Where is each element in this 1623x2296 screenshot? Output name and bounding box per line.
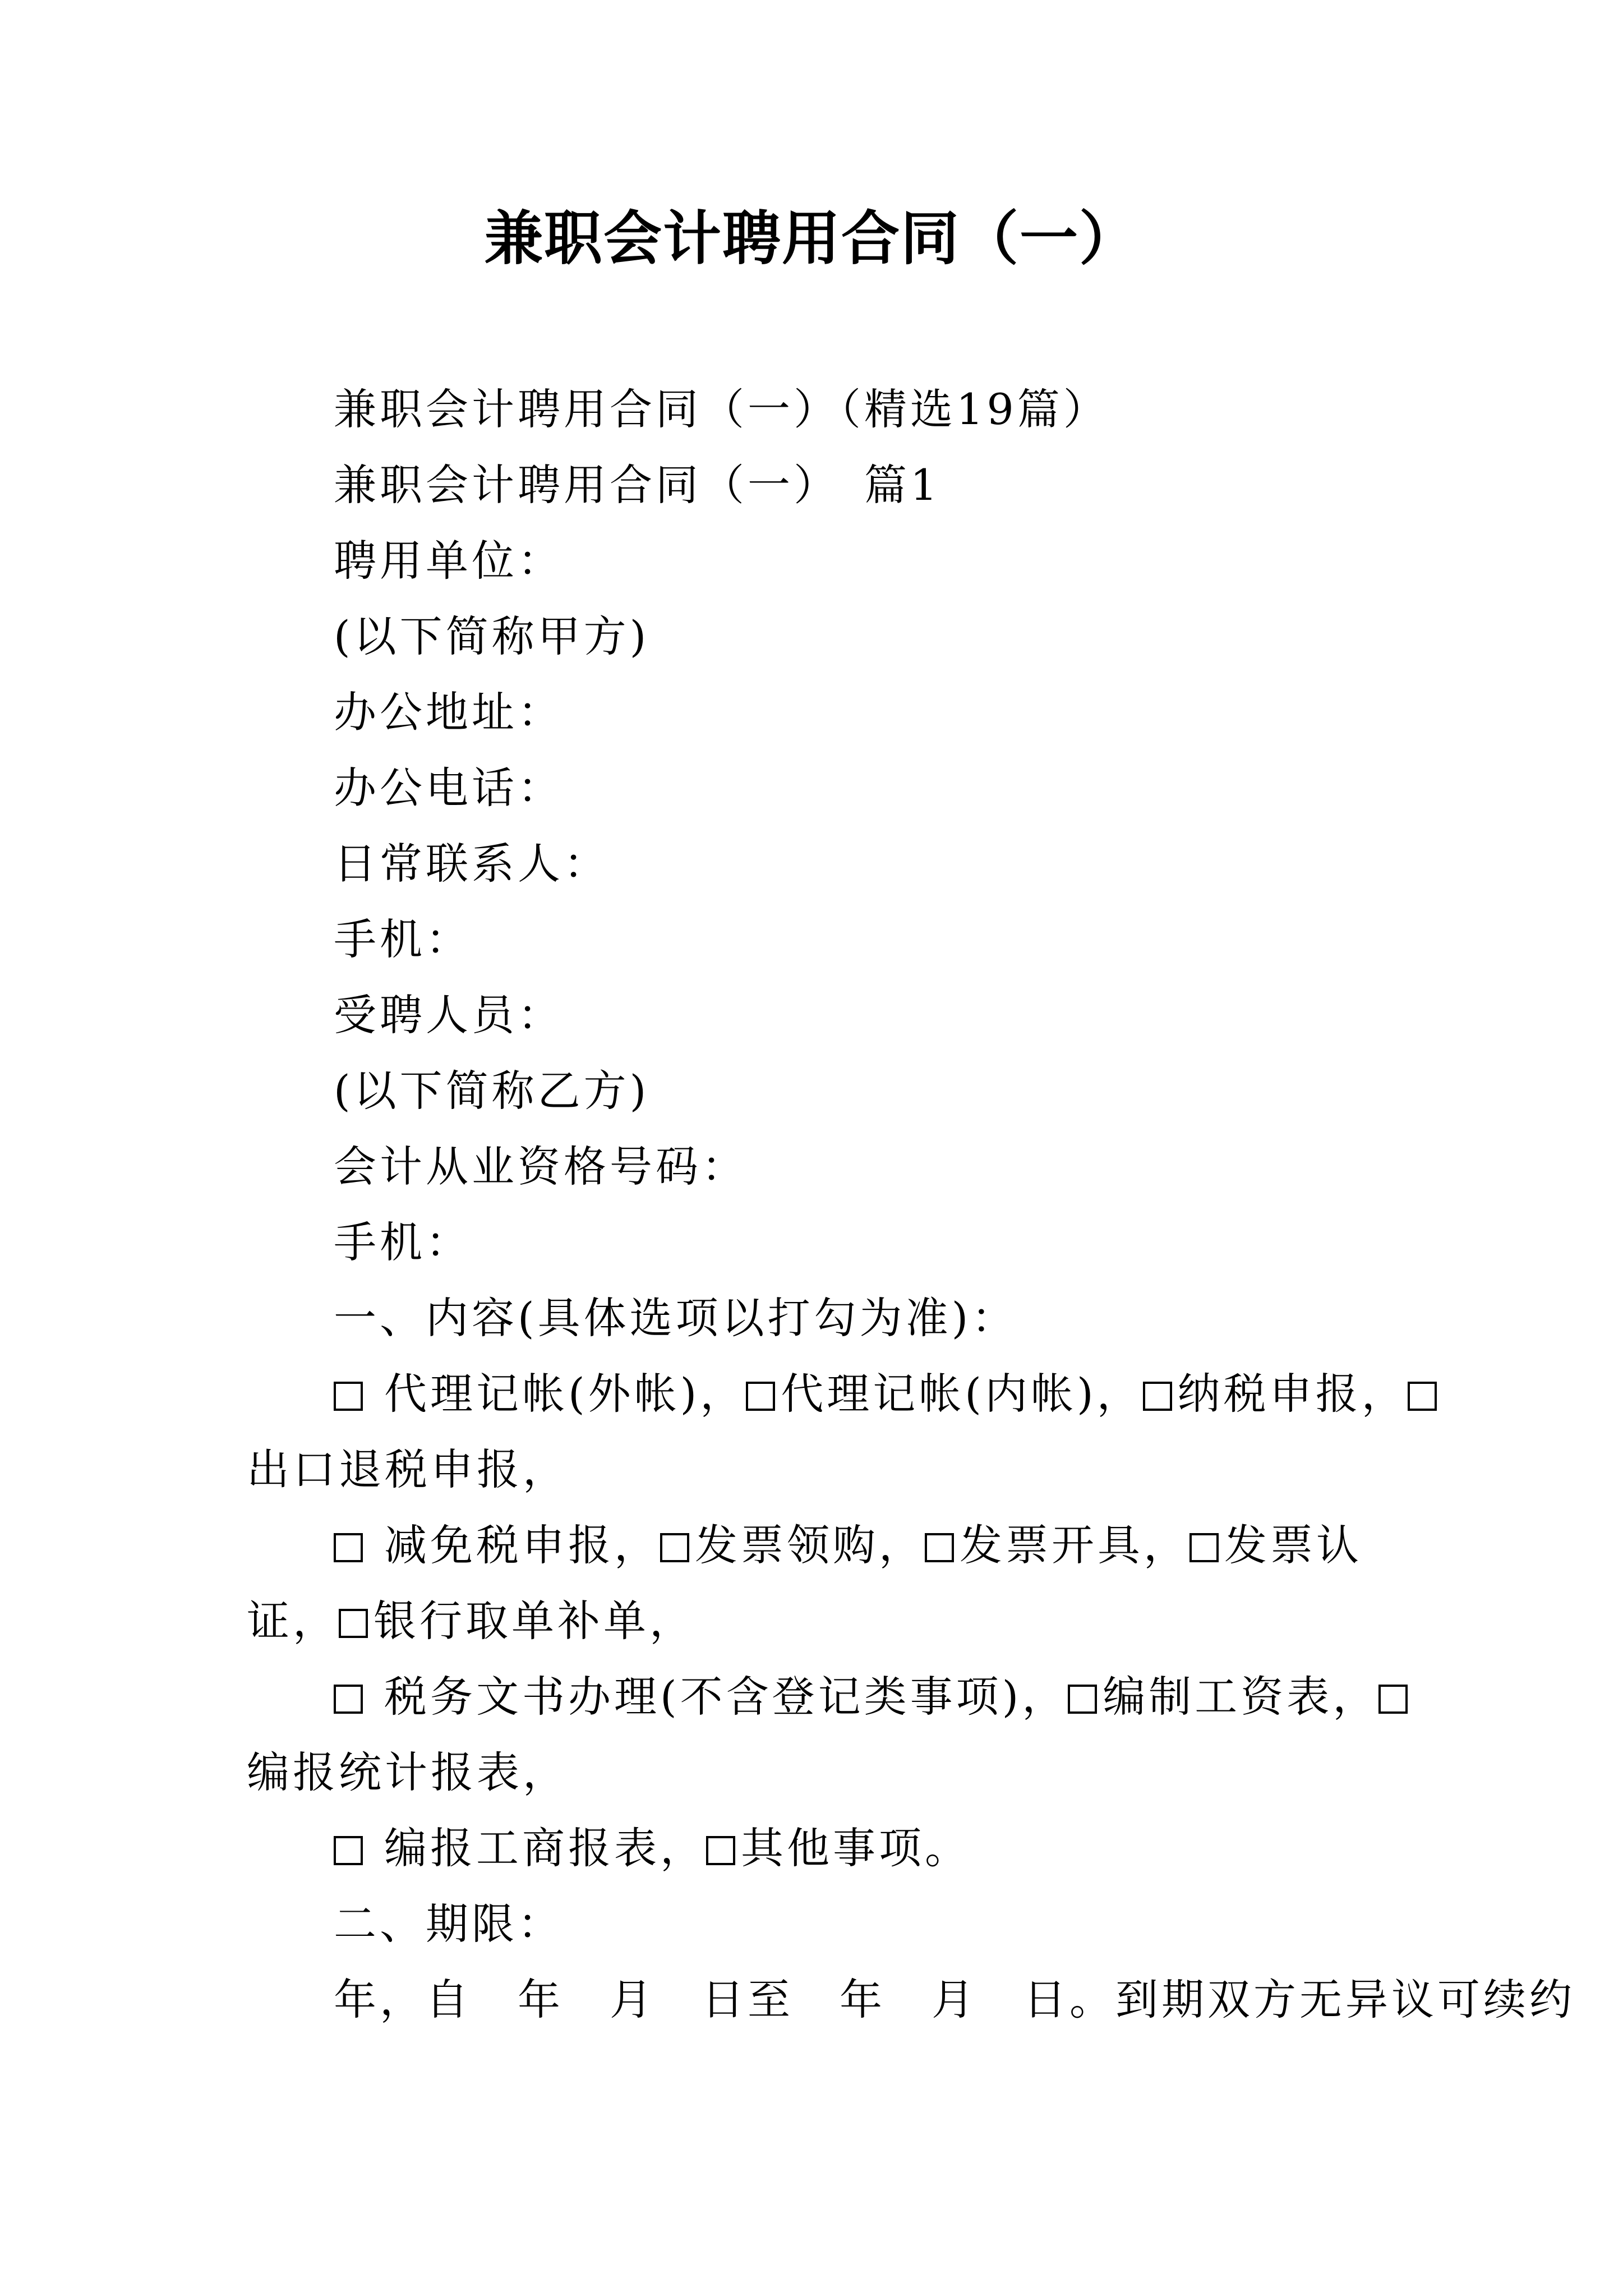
option-label: 编报工商报表， — [384, 1823, 706, 1873]
checkbox[interactable] — [334, 1685, 363, 1714]
option-label: 纳税申报， — [1177, 1369, 1408, 1419]
document-subtitle: 兼职会计聘用合同（一）（精选19篇） — [334, 384, 1109, 434]
option-label: 减免税申报， — [384, 1520, 660, 1570]
term-text: 年，自 年 月 日至 年 月 日。到期双方无异议可续约 — [334, 1975, 1575, 2024]
checkbox[interactable] — [1143, 1382, 1172, 1411]
checkbox[interactable] — [746, 1382, 775, 1411]
checkbox[interactable] — [1068, 1685, 1097, 1714]
service-options-row-3 — [334, 1669, 1413, 1725]
option-label: 其他事项。 — [741, 1823, 971, 1873]
option-label: 证， — [247, 1596, 339, 1646]
field-employer-alias: (以下简称甲方) — [334, 611, 650, 661]
option-label: 发票领购， — [695, 1520, 925, 1570]
section1-heading: 一、内容(具体选项以打勾为准)： — [334, 1293, 1018, 1343]
field-employee-alias: (以下简称乙方) — [334, 1066, 650, 1116]
service-options-row-4 — [334, 1820, 971, 1876]
option-label: 银行取单补单， — [374, 1596, 695, 1646]
option-label: 税务文书办理(不含登记类事项)， — [384, 1672, 1068, 1722]
checkbox[interactable] — [1189, 1533, 1219, 1562]
service-options-row-1-cont: 出口退税申报， — [247, 1444, 569, 1494]
field-office-address: 办公地址： — [334, 687, 564, 737]
checkbox[interactable] — [334, 1382, 363, 1411]
service-options-row-1 — [334, 1366, 1442, 1422]
document-title: 兼职会计聘用合同（一） — [484, 204, 1138, 273]
checkbox[interactable] — [339, 1609, 368, 1638]
option-label: 代理记帐(内帐)， — [781, 1369, 1143, 1419]
option-label: 发票开具， — [960, 1520, 1189, 1570]
field-employee: 受聘人员： — [334, 990, 564, 1040]
chapter-heading: 兼职会计聘用合同（一） 篇1 — [334, 460, 941, 510]
field-mobile-2: 手机： — [334, 1217, 472, 1267]
service-options-row-2-cont — [247, 1593, 695, 1649]
field-employer: 聘用单位： — [334, 536, 564, 586]
checkbox[interactable] — [334, 1836, 363, 1865]
option-label: 发票认 — [1224, 1520, 1362, 1570]
section2-heading: 二、期限： — [334, 1899, 564, 1949]
field-qualification-no: 会计从业资格号码： — [334, 1142, 748, 1191]
checkbox[interactable] — [1408, 1382, 1437, 1411]
service-options-row-3-cont: 编报统计报表， — [247, 1747, 569, 1797]
checkbox[interactable] — [925, 1533, 954, 1562]
checkbox[interactable] — [660, 1533, 689, 1562]
option-label: 编制工资表， — [1103, 1672, 1379, 1722]
field-office-phone: 办公电话： — [334, 763, 564, 813]
checkbox[interactable] — [334, 1533, 363, 1562]
service-options-row-2 — [334, 1517, 1362, 1573]
field-daily-contact: 日常联系人： — [334, 839, 610, 889]
checkbox[interactable] — [1378, 1685, 1408, 1714]
checkbox[interactable] — [706, 1836, 735, 1865]
option-label: 代理记帐(外帐)， — [384, 1369, 746, 1419]
field-mobile-1: 手机： — [334, 914, 472, 964]
